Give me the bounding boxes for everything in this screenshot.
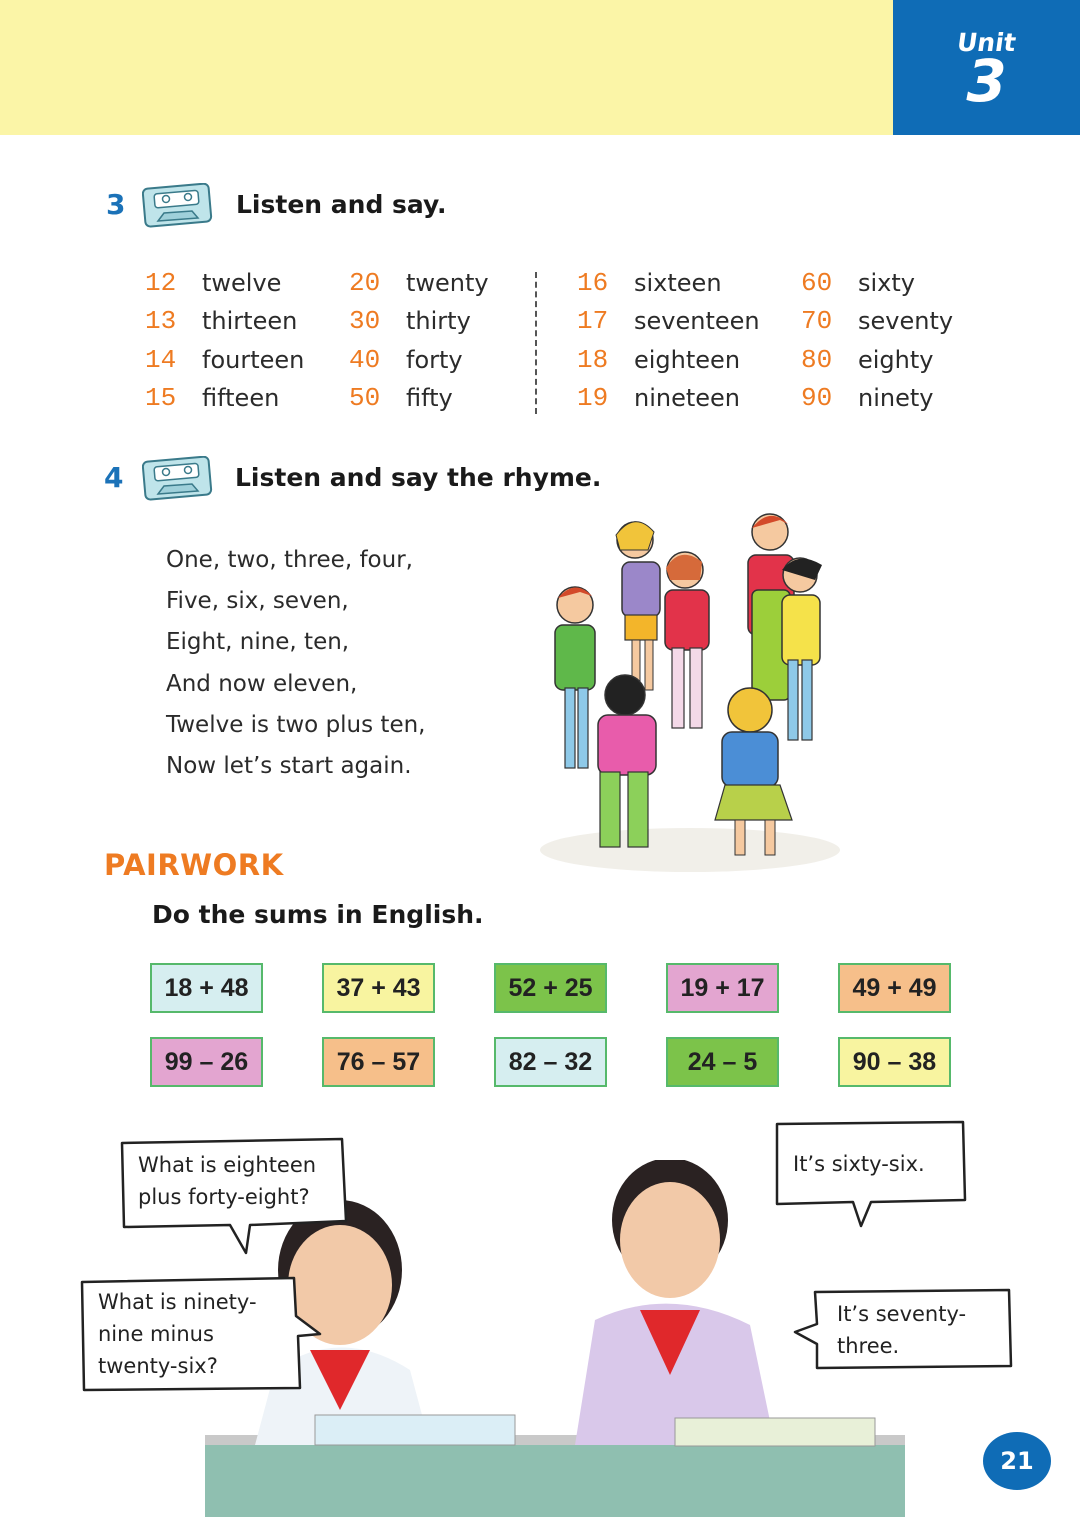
bubble-line: What is eighteen (138, 1153, 317, 1177)
children-playing-illustration (530, 510, 850, 875)
number-row: 60 sixty (801, 268, 915, 298)
sum-box: 37 + 43 (322, 963, 435, 1013)
rhyme-line: Twelve is two plus ten, (166, 711, 426, 738)
number-row: 40 forty (349, 344, 463, 375)
rhyme-text (166, 540, 425, 787)
cassette-icon (142, 183, 214, 229)
speech-bubble-answer-1 (773, 1120, 968, 1230)
column-divider (535, 272, 537, 414)
page-number: 21 (983, 1432, 1051, 1490)
unit-number: 3 (966, 47, 1007, 115)
section-4-number: 4 (104, 461, 124, 494)
sum-box: 82 – 32 (494, 1037, 607, 1087)
number-row: 20 twenty (349, 268, 489, 298)
sum-box: 52 + 25 (494, 963, 607, 1013)
number-row: 50 fifty (349, 382, 453, 413)
unit-label: Unit (955, 28, 1018, 57)
sum-box: 90 – 38 (838, 1037, 951, 1087)
rhyme-line: And now eleven, (166, 670, 358, 697)
speech-bubble-question-2 (78, 1276, 323, 1392)
section-3-number: 3 (106, 188, 126, 221)
number-column-2 (349, 264, 529, 417)
header-band (0, 0, 893, 135)
unit-badge (893, 0, 1080, 135)
number-column-3 (577, 264, 787, 417)
number-row: 15 fifteen (145, 382, 280, 413)
number-row: 16 sixteen (577, 268, 722, 298)
section-4-title: Listen and say the rhyme. (235, 463, 602, 492)
speech-bubble-answer-2 (793, 1288, 1015, 1370)
section-3-title: Listen and say. (236, 190, 447, 219)
cassette-icon (142, 456, 214, 502)
bubble-line: It’s sixty-six. (793, 1152, 925, 1176)
bubble-line: plus forty-eight? (138, 1185, 310, 1209)
rhyme-line: One, two, three, four, (166, 547, 413, 573)
number-row: 19 nineteen (577, 382, 741, 413)
rhyme-line: Five, six, seven, (166, 588, 349, 615)
bubble-line: What is ninety- (98, 1290, 257, 1314)
number-row: 30 thirty (349, 306, 471, 337)
bubble-line: nine minus (98, 1322, 214, 1346)
sum-box: 24 – 5 (666, 1037, 779, 1087)
number-column-1 (145, 264, 335, 417)
bubble-line: three. (837, 1334, 900, 1358)
sum-box: 49 + 49 (838, 963, 951, 1013)
sum-box: 76 – 57 (322, 1037, 435, 1087)
number-column-4 (801, 264, 991, 417)
number-row: 90 ninety (801, 382, 934, 413)
number-row: 70 seventy (801, 306, 954, 337)
sum-box: 19 + 17 (666, 963, 779, 1013)
rhyme-line: Now let’s start again. (166, 753, 412, 780)
number-row: 14 fourteen (145, 344, 305, 375)
bubble-line: It’s seventy- (837, 1302, 967, 1326)
sum-box: 18 + 48 (150, 963, 263, 1013)
rhyme-line: Eight, nine, ten, (166, 629, 350, 656)
number-row: 80 eighty (801, 344, 934, 375)
bubble-line: twenty-six? (98, 1354, 218, 1378)
number-row: 12 twelve (145, 268, 282, 298)
number-row: 18 eighteen (577, 344, 741, 375)
speech-bubble-question-1 (118, 1137, 348, 1257)
pairwork-heading: PAIRWORK (104, 848, 284, 882)
sum-box: 99 – 26 (150, 1037, 263, 1087)
number-row: 13 thirteen (145, 306, 298, 337)
number-row: 17 seventeen (577, 306, 760, 337)
sums-instruction: Do the sums in English. (152, 900, 484, 929)
